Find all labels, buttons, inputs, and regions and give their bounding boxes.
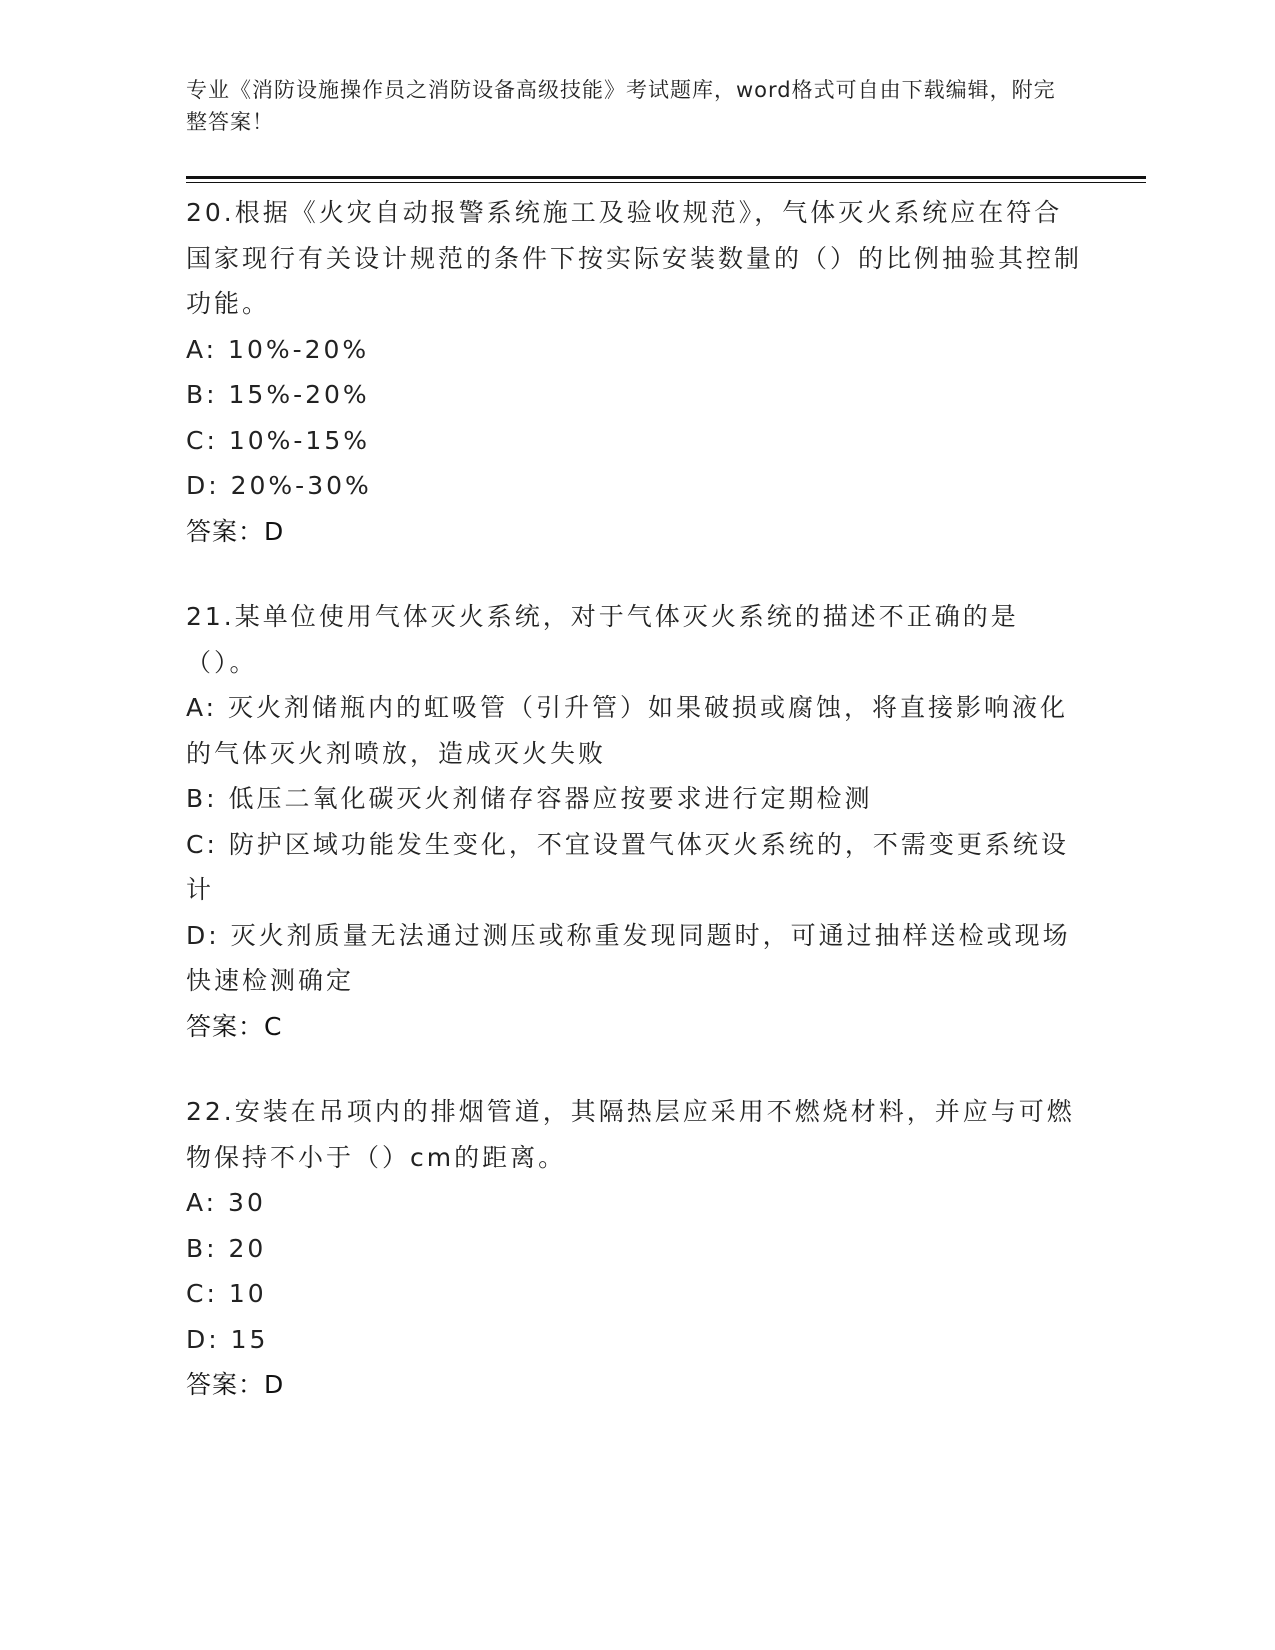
answer-line: 答案：D [186,1370,285,1399]
question-stem: 22.安装在吊项内的排烟管道，其隔热层应采用不燃烧材料，并应与可燃物保持不小于（）cm的距离。 [186,1097,1075,1172]
question-21 [186,594,1086,1049]
question-stem: 21.某单位使用气体灭火系统，对于气体灭火系统的描述不正确的是（）。 [186,602,1019,677]
option-a: A: 30 [186,1188,266,1217]
question-22 [186,1089,1086,1408]
option-c: C: 10 [186,1279,267,1308]
option-c: C: 防护区域功能发生变化，不宜设置气体灭火系统的，不需变更系统设计 [186,829,1069,904]
option-a: A: 10%-20% [186,334,370,364]
document-header: 专业《消防设施操作员之消防设备高级技能》考试题库，word格式可自由下载编辑，附完整答案！ [186,78,1056,134]
option-c: C: 10%-15% [186,425,370,455]
header-divider-thin [186,182,1146,183]
option-d: D: 20%-30% [186,471,372,500]
option-d: D: 15 [186,1324,269,1354]
header-divider-thick [186,176,1146,179]
option-b: B: 20 [186,1233,267,1263]
question-list [186,190,1086,1448]
option-a: A: 灭火剂储瓶内的虹吸管（引升管）如果破损或腐蚀，将直接影响液化的气体灭火剂喷放，造成灭火失败 [186,693,1069,768]
question-stem: 20.根据《火灾自动报警系统施工及验收规范》，气体灭火系统应在符合国家现行有关设计规范的条件下按实际安装数量的（）的比例抽验其控制功能。 [186,198,1083,318]
option-b: B: 15%-20% [186,380,370,409]
answer-line: 答案：D [186,516,285,546]
option-b: B: 低压二氧化碳灭火剂储存容器应按要求进行定期检测 [186,784,873,813]
answer-line: 答案：C [186,1011,283,1041]
option-d: D: 灭火剂质量无法通过测压或称重发现同题时，可通过抽样送检或现场快速检测确定 [186,920,1071,995]
question-20 [186,190,1086,554]
